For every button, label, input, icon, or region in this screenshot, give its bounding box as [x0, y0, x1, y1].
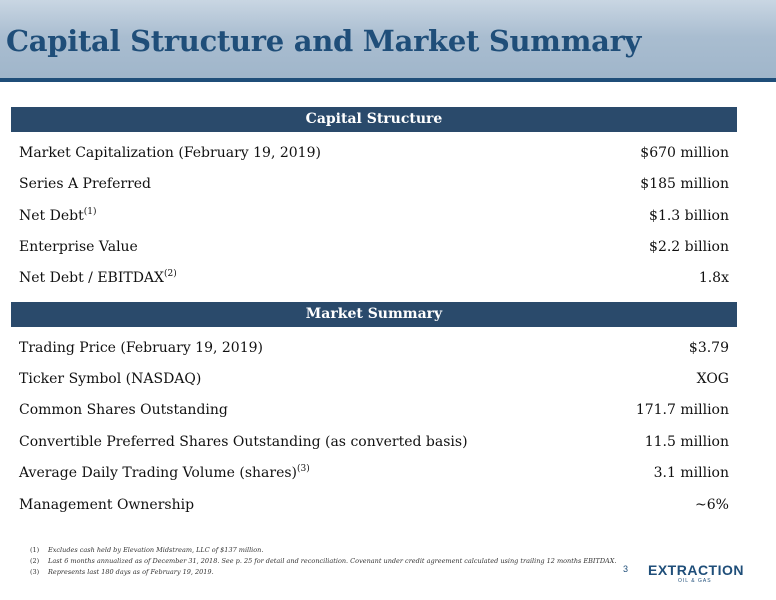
table-row [19, 462, 729, 484]
slide-header [0, 0, 776, 82]
table-row [19, 494, 729, 516]
row-label: Net Debt$^{(1)}$ [19, 207, 97, 224]
table-row [19, 399, 729, 421]
row-value: $2.2 billion [649, 239, 729, 255]
header-rule [0, 78, 776, 82]
table-row [19, 431, 729, 453]
table-row [19, 173, 729, 195]
table-row [19, 267, 729, 289]
row-label: Ticker Symbol (NASDAQ) [19, 371, 202, 387]
extraction-logo [648, 560, 744, 586]
table-row [19, 236, 729, 258]
row-label: Management Ownership [19, 497, 195, 513]
row-value: $670 million [640, 145, 729, 161]
row-label: Average Daily Trading Volume (shares)$^{(3)}$ [19, 464, 310, 481]
footnotes [30, 545, 616, 578]
footnote: (1) Excludes cash held by Elevation Midstream, LLC of $137 million. [30, 546, 264, 554]
market-summary-heading: Market Summary [11, 302, 737, 327]
table-row [19, 142, 729, 164]
table-row [19, 337, 729, 359]
page-number: 3 [623, 564, 629, 574]
row-value: $3.79 [688, 340, 729, 356]
row-value: 3.1 million [653, 465, 729, 481]
row-value: 11.5 million [644, 434, 729, 450]
row-value: $1.3 billion [649, 208, 729, 224]
row-label: Net Debt / EBITDAX$^{(2)}$ [19, 269, 177, 286]
footnote: (3) Represents last 180 days as of February 19, 2019. [30, 568, 214, 576]
footnote: (2) Last 6 months annualized as of December 31, 2018. See p. 25 for detail and reconciliation. Covenant under credit agreement calculated using trailing 12 months EBITDAX. [30, 557, 617, 565]
table-row [19, 368, 729, 390]
logo-wordmark: EXTRACTION [648, 562, 744, 578]
row-value: XOG [696, 371, 729, 387]
row-label: Trading Price (February 19, 2019) [19, 340, 263, 356]
row-label: Convertible Preferred Shares Outstanding (as converted basis) [19, 434, 468, 450]
capital-structure-heading: Capital Structure [11, 107, 737, 132]
row-label: Common Shares Outstanding [19, 402, 228, 418]
row-label: Market Capitalization (February 19, 2019) [19, 145, 321, 161]
row-value: 1.8x [698, 270, 729, 286]
table-row [19, 205, 729, 227]
row-value: 171.7 million [635, 402, 729, 418]
row-value: $185 million [640, 176, 729, 192]
row-value: ~6% [695, 497, 729, 513]
page-title: Capital Structure and Market Summary [6, 24, 642, 58]
logo-subtitle: OIL & GAS [678, 578, 712, 584]
row-label: Series A Preferred [19, 176, 152, 192]
row-label: Enterprise Value [19, 239, 138, 255]
